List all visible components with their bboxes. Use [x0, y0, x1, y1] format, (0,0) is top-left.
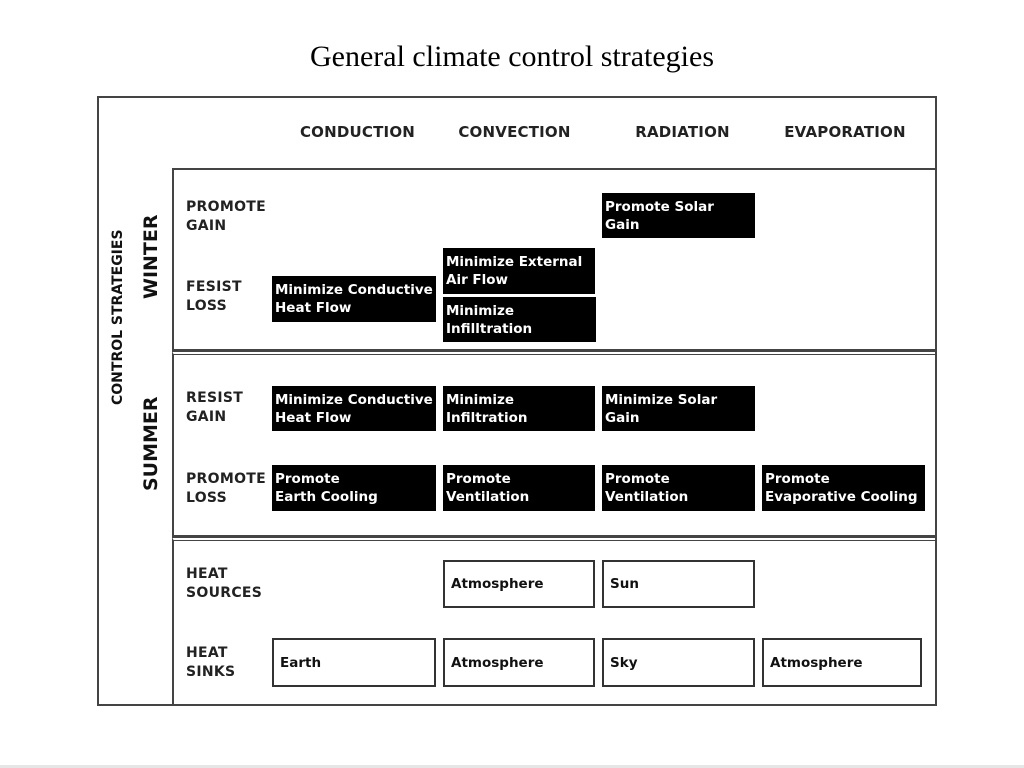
summer-label: SUMMER — [140, 396, 162, 491]
minimize-conductive-heat-flow-summer-box: Minimize Conductive Heat Flow — [272, 386, 436, 431]
row-label-resist-gain: RESIST GAIN — [186, 390, 244, 425]
heat-sink-atmosphere-convection-box: Atmosphere — [443, 638, 595, 687]
row-label-heat-sinks: HEAT SINKS — [186, 645, 236, 680]
heat-sink-earth-box: Earth — [272, 638, 436, 687]
heat-source-atmosphere-box: Atmosphere — [443, 560, 595, 608]
minimize-infiltration-summer-box: Minimize Infiltration — [443, 386, 595, 431]
minimize-external-air-flow-box: Minimize External Air Flow — [443, 248, 595, 294]
row-label-resist-loss: FESIST LOSS — [186, 279, 242, 314]
page-title: General climate control strategies — [310, 40, 714, 73]
row-label-promote-gain: PROMOTE GAIN — [186, 199, 266, 234]
row-label-heat-sources: HEAT SOURCES — [186, 566, 263, 601]
heat-source-sun-box: Sun — [602, 560, 755, 608]
minimize-solar-gain-box: Minimize Solar Gain — [602, 386, 755, 431]
promote-evaporative-cooling-box: Promote Evaporative Cooling — [762, 465, 925, 511]
column-header-convection: CONVECTION — [458, 123, 571, 141]
promote-earth-cooling-box: Promote Earth Cooling — [272, 465, 436, 511]
control-strategies-label: CONTROL STRATEGIES — [110, 229, 126, 405]
column-header-conduction: CONDUCTION — [299, 123, 416, 141]
promote-ventilation-radiation-box: Promote Ventilation — [602, 465, 755, 511]
row-label-promote-loss: PROMOTE LOSS — [186, 471, 266, 506]
column-header-radiation: RADIATION — [635, 123, 730, 141]
promote-ventilation-convection-box: Promote Ventilation — [443, 465, 595, 511]
column-header-evaporation: EVAPORATION — [784, 123, 906, 141]
promote-solar-gain-box: Promote Solar Gain — [602, 193, 755, 238]
minimize-infiltration-winter-box: Minimize Infilltration — [443, 297, 596, 342]
winter-label: WINTER — [140, 214, 162, 299]
heat-sink-sky-box: Sky — [602, 638, 755, 687]
minimize-conductive-heat-flow-winter-box: Minimize Conductive Heat Flow — [272, 276, 436, 322]
heat-sink-atmosphere-evaporation-box: Atmosphere — [762, 638, 922, 687]
